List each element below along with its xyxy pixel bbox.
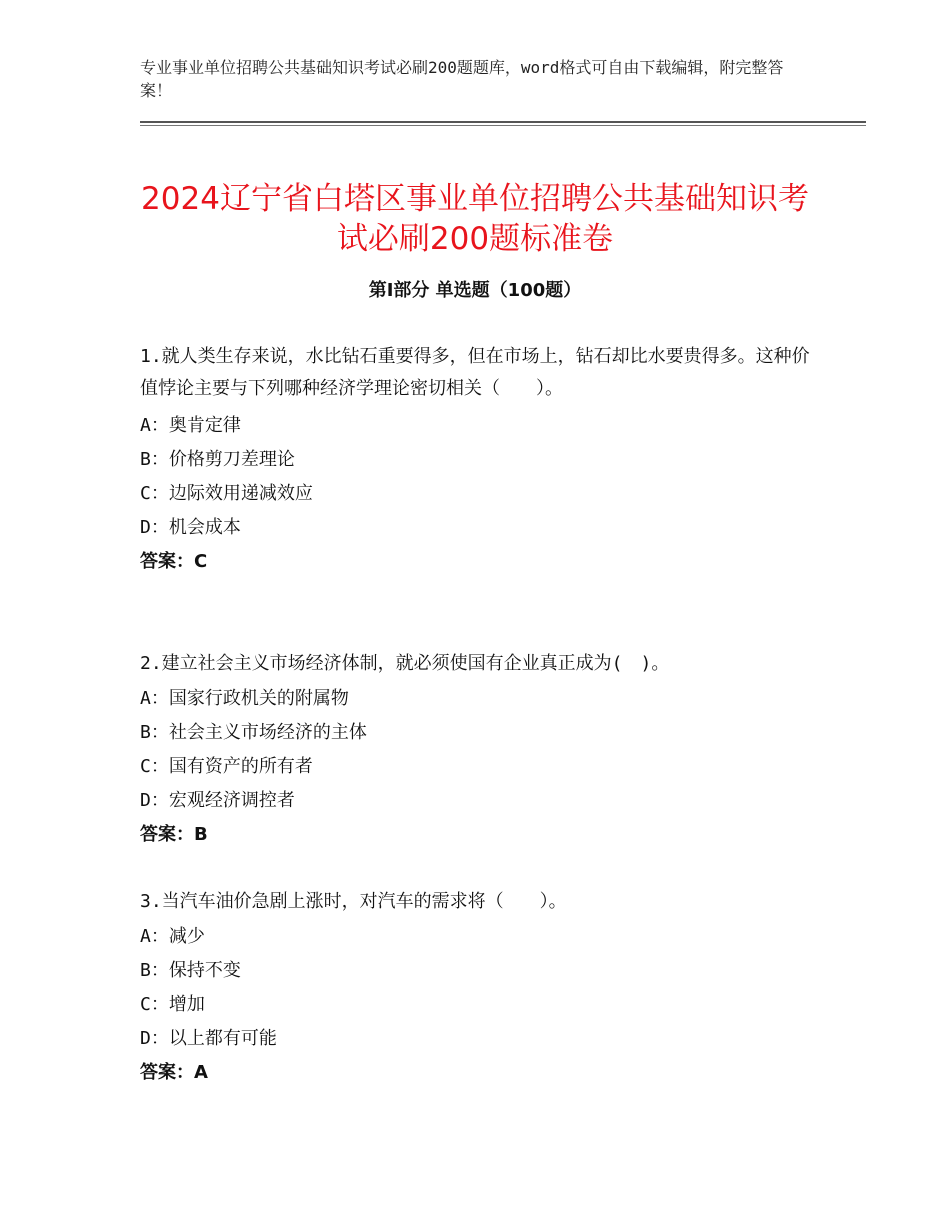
question-2	[140, 648, 810, 852]
page-title: 2024辽宁省白塔区事业单位招聘公共基础知识考试必刷200题标准卷	[141, 180, 809, 257]
option-b: B：价格剪刀差理论	[140, 449, 295, 470]
question-stem: 1.就人类生存来说，水比钻石重要得多，但在市场上，钻石却比水要贵得多。这种价值悖论主要与下列哪种经济学理论密切相关（ ）。	[140, 346, 810, 399]
option-c: C：国有资产的所有者	[140, 756, 313, 777]
header-divider-thin	[140, 125, 866, 126]
option-b: B：社会主义市场经济的主体	[140, 722, 367, 743]
option-d: D：机会成本	[140, 517, 241, 538]
option-c: C：增加	[140, 994, 205, 1015]
question-stem: 3.当汽车油价急剧上涨时，对汽车的需求将（ ）。	[140, 891, 567, 912]
question-3	[140, 886, 810, 1090]
header-note: 专业事业单位招聘公共基础知识考试必刷200题题库，word格式可自由下载编辑，附完整答案！	[140, 58, 784, 100]
option-b: B：保持不变	[140, 960, 241, 981]
answer-label: 答案：A	[140, 1062, 208, 1083]
answer-label: 答案：B	[140, 824, 208, 845]
option-a: A：减少	[140, 926, 205, 947]
option-c: C：边际效用递减效应	[140, 483, 313, 504]
option-d: D：宏观经济调控者	[140, 790, 295, 811]
question-stem: 2.建立社会主义市场经济体制，就必须使国有企业真正成为( )。	[140, 653, 670, 674]
option-d: D：以上都有可能	[140, 1028, 277, 1049]
section-heading: 第Ⅰ部分 单选题（100题）	[368, 280, 582, 301]
option-a: A：国家行政机关的附属物	[140, 688, 349, 709]
option-a: A：奥肯定律	[140, 415, 241, 436]
question-1	[140, 341, 810, 579]
header-divider-thick	[140, 121, 866, 123]
answer-label: 答案：C	[140, 551, 208, 572]
